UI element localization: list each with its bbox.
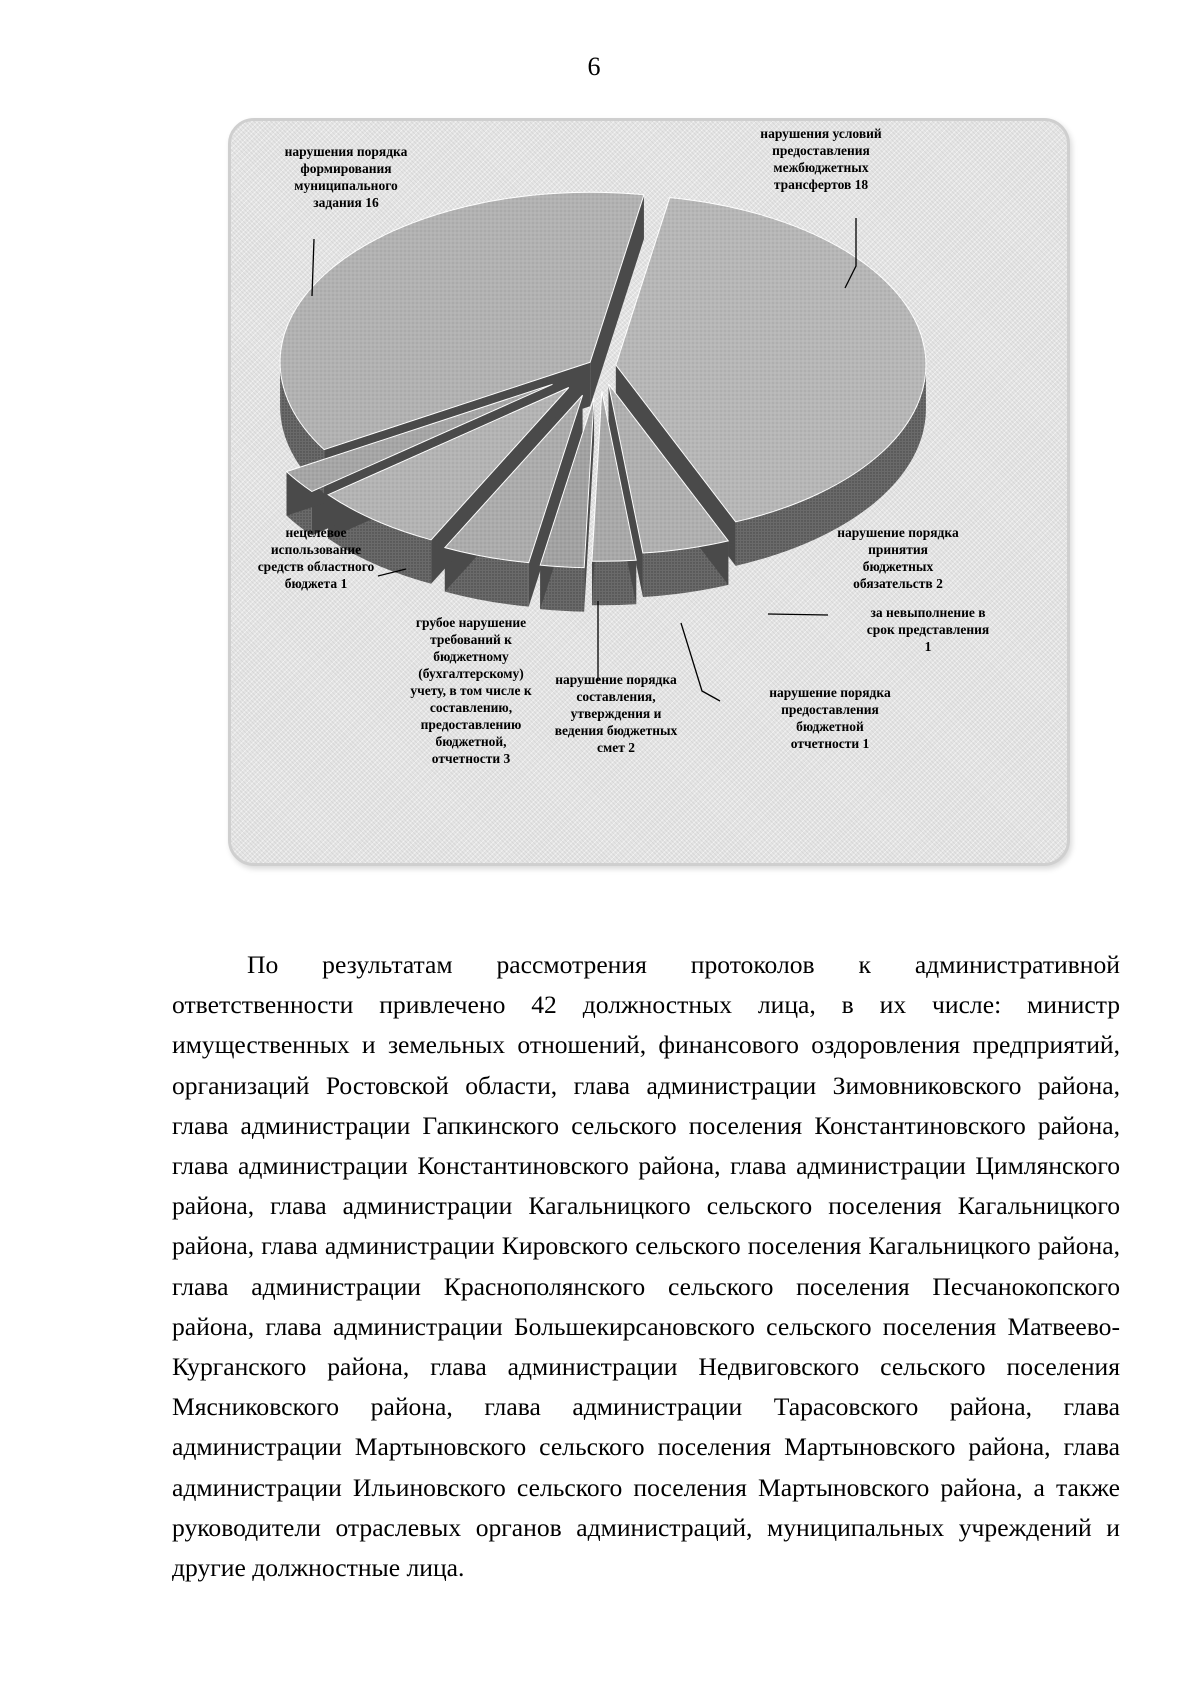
pie-slice-label-line: срок представления <box>866 622 990 637</box>
pie-slice-label-line: нарушение порядка <box>555 672 677 687</box>
pie-slice-label-line: обязательств 2 <box>853 576 943 591</box>
pie-slice-label-line: нарушения порядка <box>284 144 408 159</box>
pie-slice-label-line: отчетности 3 <box>431 751 511 766</box>
pie-slice-label <box>769 685 891 751</box>
pie-leader-line <box>681 623 720 701</box>
pie-slice-label <box>760 126 882 192</box>
pie-slice-label-line: бюджетной, <box>435 734 507 749</box>
pie-slice-label-line: бюджетных <box>862 559 934 574</box>
pie-slice-label-line: нецелевое <box>285 525 347 540</box>
pie-slice-label-line: за невыполнение в <box>870 605 986 620</box>
pie-slice-label-line: нарушение порядка <box>837 525 959 540</box>
pie-slice-label-line: трансфертов 18 <box>773 177 869 192</box>
pie-slice-label-line: муниципального <box>294 178 398 193</box>
pie-slice-label-line: нарушение порядка <box>769 685 891 700</box>
pie-slice-label-line: предоставления <box>781 702 879 717</box>
pie-slice-label-line: использование <box>270 542 362 557</box>
pie-slice-label-line: смет 2 <box>597 740 635 755</box>
pie-slice-label-line: средств областного <box>257 559 375 574</box>
pie-slice-label-line: нарушения условий <box>760 126 882 141</box>
pie-slice-label-line: утверждения и <box>570 706 662 721</box>
pie-slice-label-line: бюджетной <box>796 719 864 734</box>
pie-slice-label-line: бюджетному <box>433 649 509 664</box>
pie-slice-label-line: учету, в том числе к <box>410 683 532 698</box>
pie-slice-label-line: предоставлению <box>420 717 522 732</box>
pie-slice-label-line: межбюджетных <box>773 160 869 175</box>
pie-slice-label-line: составлению, <box>429 700 513 715</box>
pie-slice-label <box>555 672 678 755</box>
pie-slice-label-line: составления, <box>576 689 656 704</box>
pie-chart <box>228 118 1070 866</box>
pie-slice-label <box>285 144 408 210</box>
pie-slice-label-line: предоставления <box>772 143 870 158</box>
pie-slice-label-line: грубое нарушение <box>415 615 527 630</box>
pie-slice-label-line: (бухгалтерскому) <box>418 666 524 681</box>
pie-slice-label <box>837 525 959 591</box>
pie-slice-label <box>410 615 531 766</box>
pie-slice-label-line: бюджета 1 <box>284 576 348 591</box>
pie-slice-label-line: 1 <box>924 639 932 654</box>
pie-slice-label-line: отчетности 1 <box>790 736 870 751</box>
page-number: 6 <box>587 52 601 81</box>
pie-slice-label-line: формирования <box>300 161 392 176</box>
pie-leader-line <box>768 614 828 615</box>
pie-slice-label-line: требований к <box>430 632 512 647</box>
pie-slice-label-line: ведения бюджетных <box>554 723 678 738</box>
pie-slice-label-line: задания 16 <box>313 195 379 210</box>
pie-slice-label <box>867 605 989 654</box>
body-paragraph: По результатам рассмотрения протоколов к административной ответственности привлечено 42 должностных лица, в их числе: министр имущественных и земельных отношений, финансового оздоровления предприятий, организаций Ростовской области, глава администрации Зимовниковского района, глава администрации Гапкинского сельского поселения Константиновского района, глава администрации Константиновского района, глава администрации Цимлянского района, глава администрации Кагальницкого сельского поселения Кагальницкого района, глава администрации Кировского сельского поселения Кагальницкого района, глава администрации Краснополянского сельского поселения Песчанокопского района, глава администрации Большекирсановского сельского поселения Матвеево-Курганского района, глава администрации Недвиговского сельского поселения Мясниковского района, глава администрации Тарасовского района, глава администрации Мартыновского сельского поселения Мартыновского района, глава администрации Ильиновского сельского поселения Мартыновского района, а также руководители отраслевых органов администраций, муниципальных учреждений и другие должностные лица. <box>172 950 1120 1583</box>
pie-slice-label-line: принятия <box>868 542 928 557</box>
